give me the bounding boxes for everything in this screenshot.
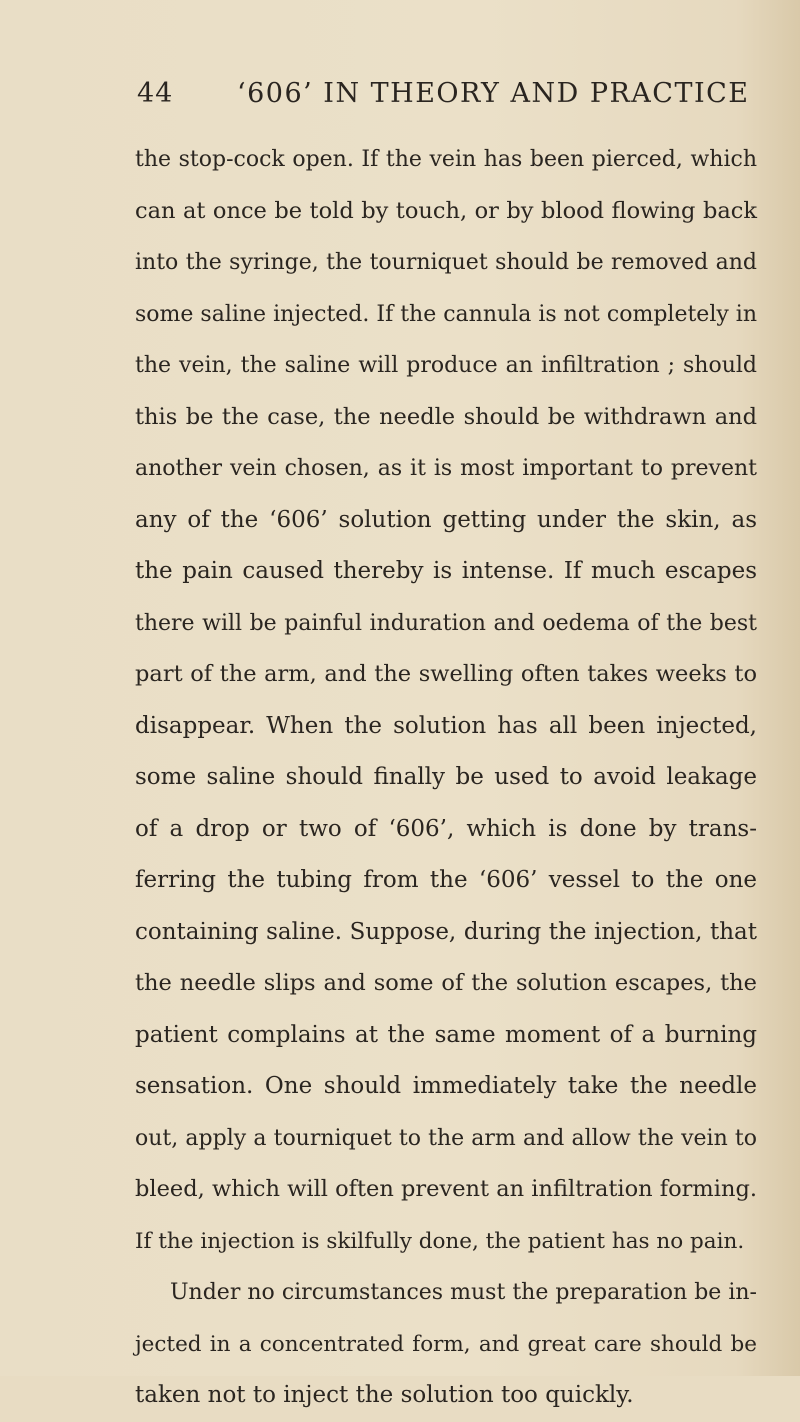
text-line: the vein, the saline will produce an infiltration ; should (135, 353, 757, 378)
text-line: of a drop or two of ‘606’, which is done by trans- (135, 815, 757, 842)
text-line: any of the ‘606’ solution getting under the skin, as (135, 506, 757, 533)
text-line: this be the case, the needle should be withdrawn and (135, 403, 757, 430)
text-line: the pain caused thereby is intense. If much escapes (135, 558, 757, 584)
text-line: some saline injected. If the cannula is not completely in (135, 301, 757, 327)
text-line: bleed, which will often prevent an infiltration forming. (135, 1176, 757, 1202)
text-line: sensation. One should immediately take the needle (135, 1073, 757, 1099)
text-line: patient complains at the same moment of a burning (135, 1021, 757, 1048)
text-line: ferring the tubing from the ‘606’ vessel to the one (135, 867, 757, 893)
text-line: there will be painful induration and oedema of the best (135, 610, 757, 636)
text-line: taken not to inject the solution too quickly. (135, 1382, 634, 1408)
paragraph-start-line: Under no circumstances must the preparation be in- (170, 1280, 757, 1305)
text-line: some saline should finally be used to avoid leakage (135, 764, 757, 790)
text-line: the needle slips and some of the solution escapes, the (135, 970, 757, 996)
text-line: If the injection is skilfully done, the patient has no pain. (135, 1228, 745, 1254)
text-line: the stop-cock open. If the vein has been pierced, which (135, 147, 757, 172)
text-line: disappear. When the solution has all been injected, (135, 712, 757, 739)
text-line: can at once be told by touch, or by blood flowing back (135, 197, 757, 224)
body-text (135, 134, 757, 1422)
running-head (0, 78, 800, 118)
text-line: into the syringe, the tourniquet should be removed and (135, 250, 757, 275)
text-line: jected in a concentrated form, and great care should be (135, 1331, 757, 1357)
running-title: ‘606’ IN THEORY AND PRACTICE (237, 78, 750, 109)
text-line: another vein chosen, as it is most important to prevent (135, 456, 757, 481)
page-number: 44 (137, 78, 174, 109)
text-line: part of the arm, and the swelling often takes weeks to (135, 661, 757, 687)
text-line: containing saline. Suppose, during the injection, that (135, 918, 757, 945)
text-line: out, apply a tourniquet to the arm and allow the vein to (135, 1125, 757, 1151)
